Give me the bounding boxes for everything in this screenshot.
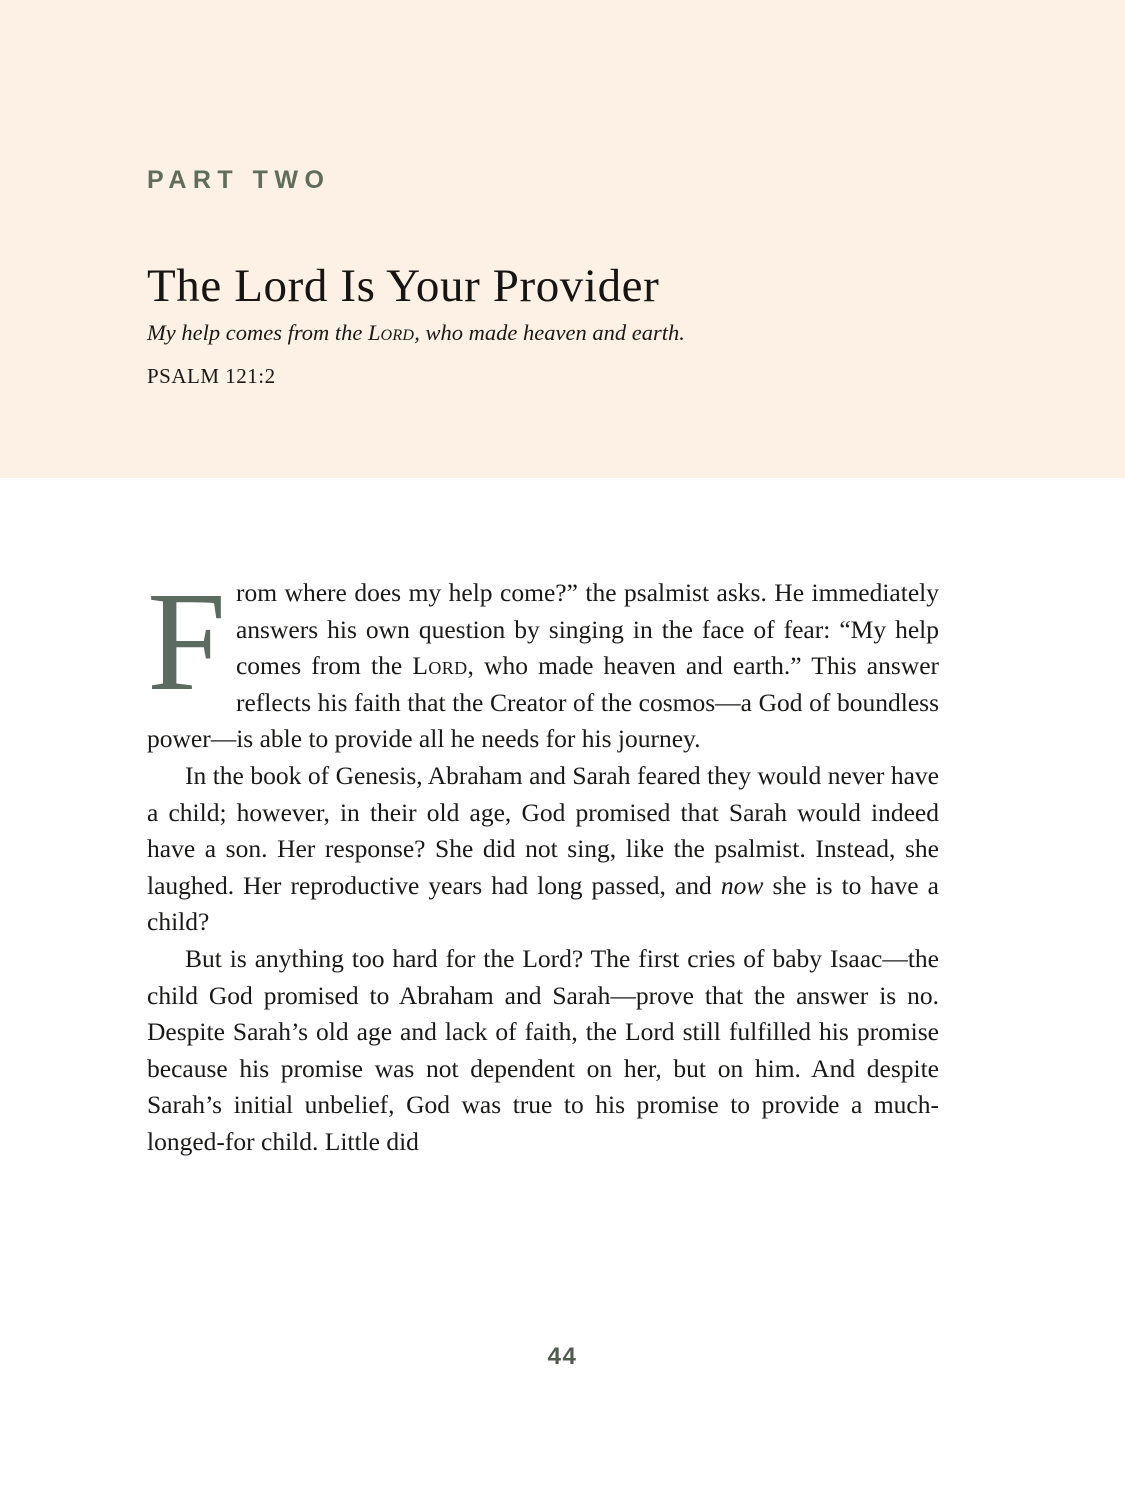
epigraph-divine-name-smallcaps: ord — [380, 320, 415, 345]
small-caps-divine-name: Lord — [412, 651, 468, 681]
body-text-run: But is anything too hard for the Lord? The first cries of baby Isaac—the child God promised to Abraham and Sarah—prove that the answer is no. Despite Sarah’s old age and lack of faith, the Lord still fulfilled his promise because his promise was not dependent on her, but on him. And despite Sarah’s initial unbelief, God was true to his promise to provide a much-longed-for child. Little did — [147, 943, 939, 1156]
epigraph-before: My help comes from the — [147, 320, 368, 345]
emphasis-text: now — [720, 870, 764, 900]
body-text-run: In the book of Genesis, Abraham and Sarah feared they would never have a child; however, in their old age, God promised that Sarah would indeed have a son. Her response? She did not sing, like the psalmist. Instead, she laughed. Her reproductive years had long passed, and — [147, 760, 939, 900]
epigraph-verse — [147, 318, 685, 347]
body-text-run: , who made heaven and earth.” This answer reflects his faith that the Creator of the cosmos—a God of boundless power—is able to provide all he needs for his journey. — [147, 651, 939, 754]
body-paragraph — [147, 941, 939, 1161]
epigraph-reference: PSALM 121:2 — [147, 364, 276, 388]
part-kicker-label: PART TWO — [147, 166, 331, 194]
epigraph-divine-name-cap: L — [367, 320, 381, 345]
body-paragraph — [147, 758, 939, 941]
drop-cap-letter: F — [147, 562, 226, 720]
page-number-folio: 44 — [547, 1343, 578, 1370]
epigraph-after: , who made heaven and earth. — [414, 320, 685, 345]
body-text-run: rom where does my help come?” the psalmist asks. He immediately answers his own question by singing in the face of fear: “My help comes from the — [235, 578, 939, 681]
body-text-column — [147, 562, 940, 1161]
body-text-run: she is to have a child? — [147, 870, 940, 937]
part-opener-band — [0, 0, 1125, 478]
body-paragraph — [147, 562, 939, 758]
page-title: The Lord Is Your Provider — [147, 260, 660, 313]
